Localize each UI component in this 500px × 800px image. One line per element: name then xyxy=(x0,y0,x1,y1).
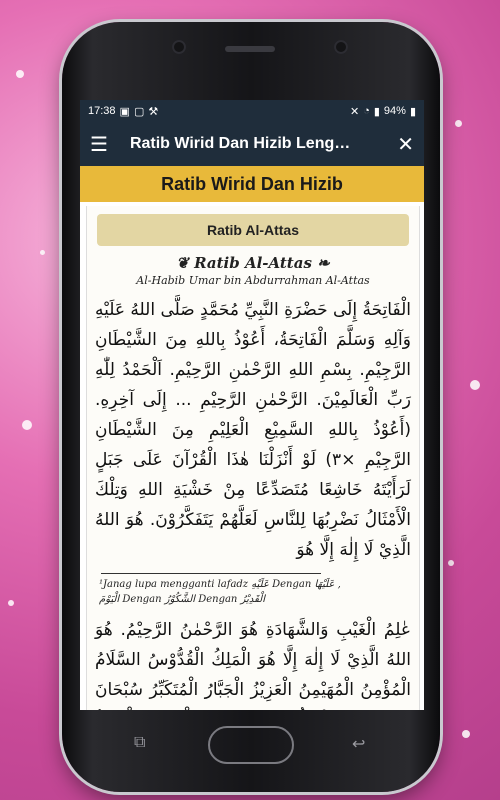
arabic-text-1: الْفَاتِحَةُ إِلَى حَضْرَةِ النَّبِيِّ مُحَمَّدٍ صَلَّى اللهُ عَلَيْهِ وَآلِهِ وَسَلَّمَ الْفَاتِحَةُ، أَعُوْذُ بِاللهِ مِنَ الشَّيْطَانِ الرَّجِيْمِ. بِسْمِ اللهِ الرَّحْمٰنِ الرَّحِيْمِ. اَلْحَمْدُ لِلّٰهِ رَبِّ الْعَالَمِيْنَ. الرَّحْمٰنِ الرَّحِيْمِ ... إِلَى آخِرِهِ. (أَعُوْذُ بِاللهِ السَّمِيْعِ الْعَلِيْمِ مِنَ الشَّيْطَانِ الرَّجِيْمِ ×٣) لَوْ أَنْزَلْنَا هٰذَا الْقُرْآنَ عَلَى جَبَلٍ لَرَأَيْتَهُ خَاشِعًا مُتَصَدِّعًا مِنْ خَشْيَةِ اللهِ وَتِلْكَ الْأَمْثَالُ نَضْرِبُهَا لِلنَّاسِ لَعَلَّهُمْ يَتَفَكَّرُوْنَ. هُوَ اللهُ الَّذِيْ لَا إِلٰهَ إِلَّا هُوَ xyxy=(95,300,411,560)
screen xyxy=(80,100,424,710)
ornament-icon: ❦ xyxy=(176,254,195,272)
footnote-divider xyxy=(101,573,321,574)
section-button[interactable] xyxy=(97,214,409,246)
page-heading xyxy=(95,254,411,272)
title-banner xyxy=(80,166,424,202)
sparkle xyxy=(16,70,24,78)
menu-icon[interactable]: ☰ xyxy=(90,133,108,156)
app-bar xyxy=(80,122,424,166)
content-area[interactable] xyxy=(86,206,420,710)
wifi-icon: ◔ xyxy=(363,105,370,117)
phone-frame xyxy=(62,22,440,792)
battery-icon: ▮ xyxy=(409,105,416,118)
sensor-icon xyxy=(172,40,186,54)
status-time: 17:38 xyxy=(88,105,116,117)
status-bar xyxy=(80,100,424,122)
sparkle xyxy=(40,250,45,255)
mute-icon: ✕ xyxy=(349,105,360,118)
back-icon[interactable]: ↩ xyxy=(352,736,366,753)
banner-title: Ratib Wirid Dan Hizib xyxy=(161,173,343,194)
sparkle xyxy=(470,380,480,390)
recent-apps-icon[interactable]: ⧉ xyxy=(134,734,146,751)
ornament-icon: ❧ xyxy=(311,254,330,272)
home-button[interactable] xyxy=(208,726,294,764)
signal-icon: ▮ xyxy=(373,105,380,118)
image-icon: ▢ xyxy=(133,105,145,118)
close-icon[interactable]: ✕ xyxy=(397,133,414,156)
sparkle xyxy=(448,560,454,566)
front-camera-icon xyxy=(334,40,348,54)
arabic-text-2: عٰلِمُ الْغَيْبِ وَالشَّهَادَةِ هُوَ الرَّحْمٰنُ الرَّحِيْمُ. هُوَ اللهُ الَّذِيْ لَا إِلٰهَ إِلَّا هُوَ الْمَلِكُ الْقُدُّوْسُ السَّلَامُ الْمُؤْمِنُ الْمُهَيْمِنُ الْعَزِيْزُ الْجَبَّارُ الْمُتَكَبِّرُ سُبْحَانَ xyxy=(95,620,411,700)
section-button-label: Ratib Al-Attas xyxy=(206,222,300,238)
tool-icon: ⚒ xyxy=(148,105,159,118)
sparkle xyxy=(462,730,470,738)
page-heading-text: Ratib Al-Attas xyxy=(194,254,312,272)
gallery-icon: ▣ xyxy=(119,105,130,118)
page-subheading: Al-Habib Umar bin Abdurrahman Al-Attas xyxy=(136,274,370,287)
scanned-page xyxy=(95,254,411,710)
footnote-line-2: الْيَوْمَ Dengan الشَّكُوْرُ Dengan الْقَدِيْرُ xyxy=(99,594,265,605)
sparkle xyxy=(8,600,14,606)
app-title: Ratib Wirid Dan Hizib Leng… xyxy=(129,135,351,152)
sparkle xyxy=(455,120,462,127)
sparkle xyxy=(22,420,32,430)
earpiece xyxy=(225,46,275,52)
footnote-line-1: ¹Janag lupa mengganti lafadz عَلَيْهِ Dengan عَلَيْهَا , xyxy=(99,579,341,590)
battery-text: 94% xyxy=(383,105,406,117)
nav-bar xyxy=(62,716,440,776)
